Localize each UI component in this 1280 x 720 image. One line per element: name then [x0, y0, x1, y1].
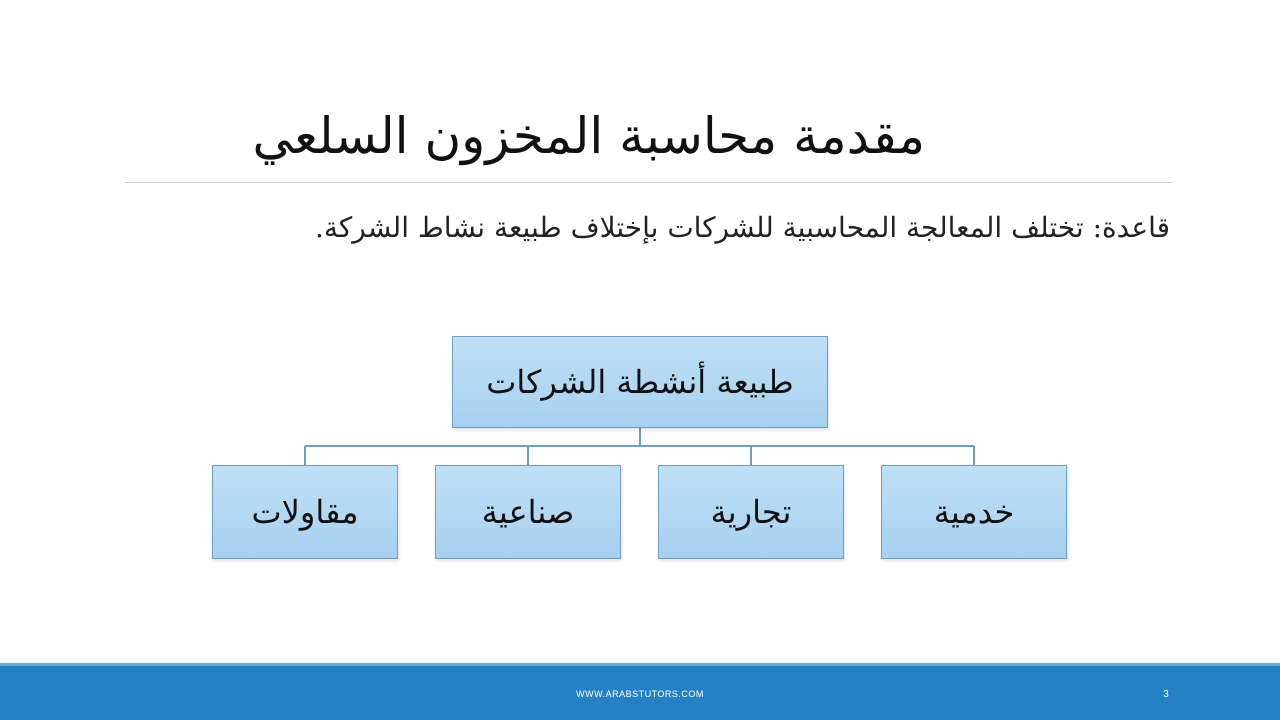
- diagram-child-label: صناعية: [481, 493, 575, 531]
- rule-statement: قاعدة: تختلف المعالجة المحاسبية للشركات بإختلاف طبيعة نشاط الشركة.: [315, 211, 1170, 244]
- slide-title: مقدمة محاسبة المخزون السلعي: [252, 107, 925, 165]
- page-number: 3: [1163, 689, 1169, 700]
- diagram-child-box-services: [881, 465, 1067, 559]
- diagram-child-box-contracting: [212, 465, 398, 559]
- title-divider: [125, 182, 1173, 183]
- footer-website: WWW.ARABSTUTORS.COM: [576, 689, 704, 699]
- diagram-root-label: طبيعة أنشطة الشركات: [486, 363, 794, 401]
- diagram-child-box-industrial: [435, 465, 621, 559]
- diagram-child-label: خدمية: [933, 493, 1015, 531]
- diagram-child-label: مقاولات: [251, 493, 359, 531]
- diagram-child-box-commercial: [658, 465, 844, 559]
- diagram-root-box: [452, 336, 828, 428]
- diagram-child-label: تجارية: [710, 493, 792, 531]
